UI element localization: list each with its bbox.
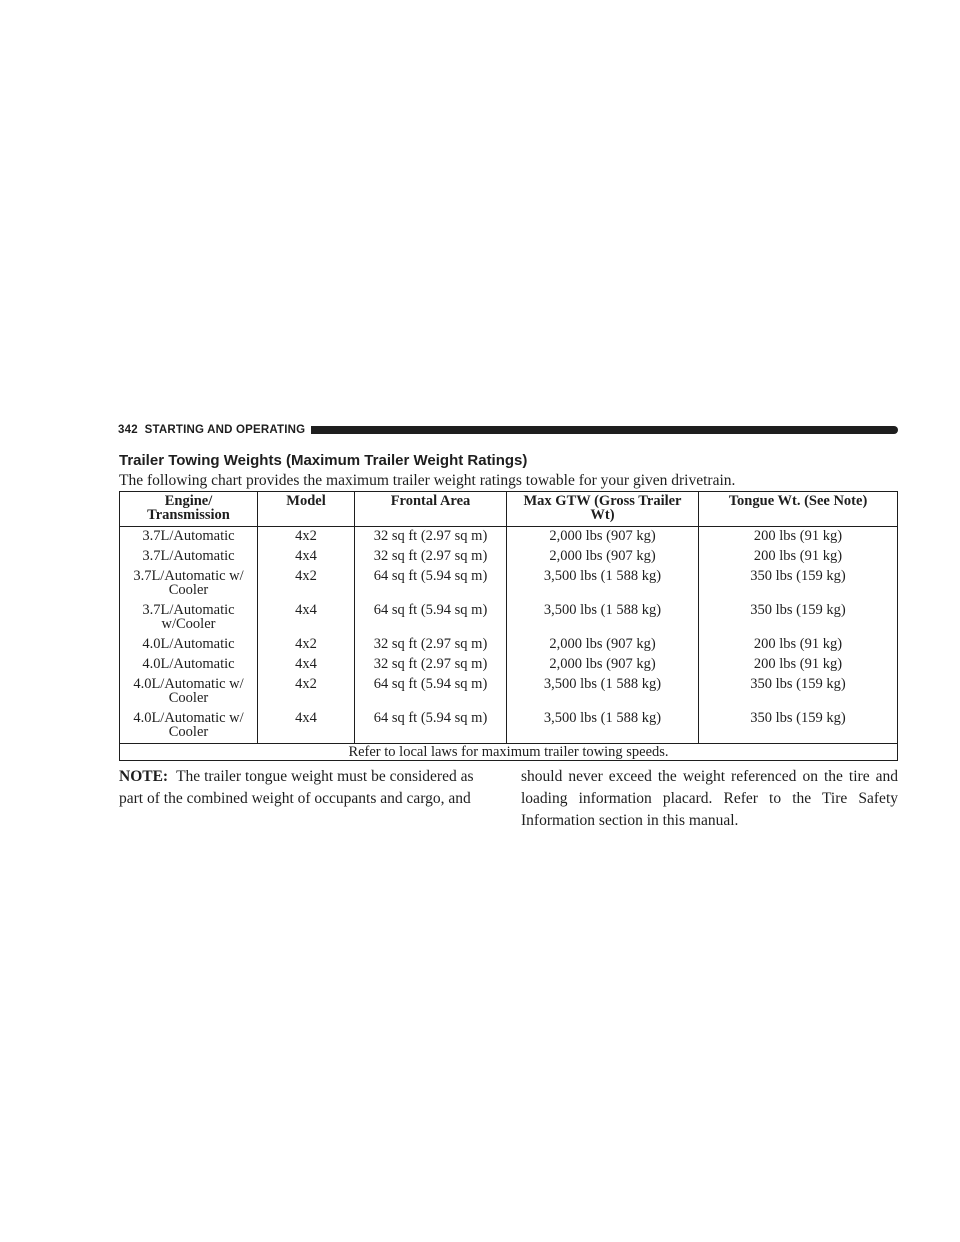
table-cell: 200 lbs (91 kg): [699, 547, 898, 567]
table-cell: 64 sq ft (5.94 sq m): [355, 709, 507, 744]
table-cell: 3.7L/Automatic w/Cooler: [120, 601, 258, 635]
table-cell: 350 lbs (159 kg): [699, 567, 898, 601]
note-paragraph-right: should never exceed the weight referenced on the tire and loading information placard. Refer to the Tire Safety Information section in this manual.: [521, 768, 898, 829]
table-cell: 350 lbs (159 kg): [699, 709, 898, 744]
note-text-line-2: part of the combined weight of occupants and cargo, and: [119, 790, 471, 807]
note-text-line-1: The trailer tongue weight must be considered as: [176, 768, 474, 785]
table-cell: 4x4: [258, 547, 355, 567]
table-cell: 4x2: [258, 675, 355, 709]
table-cell: 3.7L/Automatic: [120, 527, 258, 548]
table-cell: 3.7L/Automatic: [120, 547, 258, 567]
towing-weights-table: [119, 491, 898, 761]
table-cell: 200 lbs (91 kg): [699, 655, 898, 675]
table-row: [120, 527, 898, 548]
table-cell: 4x2: [258, 635, 355, 655]
table-row: [120, 655, 898, 675]
column-header: Engine/ Transmission: [120, 492, 258, 527]
table-row: [120, 675, 898, 709]
table-cell: 2,000 lbs (907 kg): [507, 547, 699, 567]
table-header-row: [120, 492, 898, 527]
page-header: [118, 422, 898, 438]
intro-paragraph: The following chart provides the maximum trailer weight ratings towable for your given drivetrain.: [119, 472, 736, 489]
note-label: NOTE:: [119, 768, 169, 785]
table-cell: 4x4: [258, 601, 355, 635]
table-cell: 32 sq ft (2.97 sq m): [355, 527, 507, 548]
table-cell: 64 sq ft (5.94 sq m): [355, 675, 507, 709]
table-footer: Refer to local laws for maximum trailer towing speeds.: [120, 744, 898, 761]
table-cell: 200 lbs (91 kg): [699, 635, 898, 655]
table-cell: 350 lbs (159 kg): [699, 675, 898, 709]
column-header: Max GTW (Gross Trailer Wt): [507, 492, 699, 527]
table-cell: 3,500 lbs (1 588 kg): [507, 601, 699, 635]
table-cell: 350 lbs (159 kg): [699, 601, 898, 635]
header-rule: [311, 426, 898, 434]
table-cell: 2,000 lbs (907 kg): [507, 655, 699, 675]
table-cell: 4.0L/Automatic: [120, 635, 258, 655]
column-header: Frontal Area: [355, 492, 507, 527]
table-cell: 200 lbs (91 kg): [699, 527, 898, 548]
table-cell: 64 sq ft (5.94 sq m): [355, 601, 507, 635]
table-cell: 4.0L/Automatic w/ Cooler: [120, 675, 258, 709]
table-cell: 4x2: [258, 527, 355, 548]
table-row: [120, 709, 898, 744]
table-cell: 64 sq ft (5.94 sq m): [355, 567, 507, 601]
table-cell: 3.7L/Automatic w/ Cooler: [120, 567, 258, 601]
column-header: Tongue Wt. (See Note): [699, 492, 898, 527]
table-cell: 2,000 lbs (907 kg): [507, 527, 699, 548]
table-cell: 4x4: [258, 709, 355, 744]
table-cell: 4.0L/Automatic: [120, 655, 258, 675]
table-row: [120, 635, 898, 655]
table-cell: 3,500 lbs (1 588 kg): [507, 675, 699, 709]
table-row: [120, 601, 898, 635]
table-cell: 4x4: [258, 655, 355, 675]
table-cell: 32 sq ft (2.97 sq m): [355, 547, 507, 567]
table-cell: 4x2: [258, 567, 355, 601]
table-row: [120, 547, 898, 567]
column-header: Model: [258, 492, 355, 527]
note-paragraph-left: [119, 766, 499, 810]
page-header-text: [118, 424, 305, 436]
page-number: 342: [118, 424, 138, 436]
table-cell: 2,000 lbs (907 kg): [507, 635, 699, 655]
section-name: STARTING AND OPERATING: [144, 424, 306, 436]
table-cell: 3,500 lbs (1 588 kg): [507, 567, 699, 601]
section-title: Trailer Towing Weights (Maximum Trailer Weight Ratings): [119, 452, 528, 469]
table-cell: 32 sq ft (2.97 sq m): [355, 655, 507, 675]
table-cell: 32 sq ft (2.97 sq m): [355, 635, 507, 655]
table-footer-row: [120, 744, 898, 761]
table-cell: 4.0L/Automatic w/ Cooler: [120, 709, 258, 744]
table-cell: 3,500 lbs (1 588 kg): [507, 709, 699, 744]
table-row: [120, 567, 898, 601]
